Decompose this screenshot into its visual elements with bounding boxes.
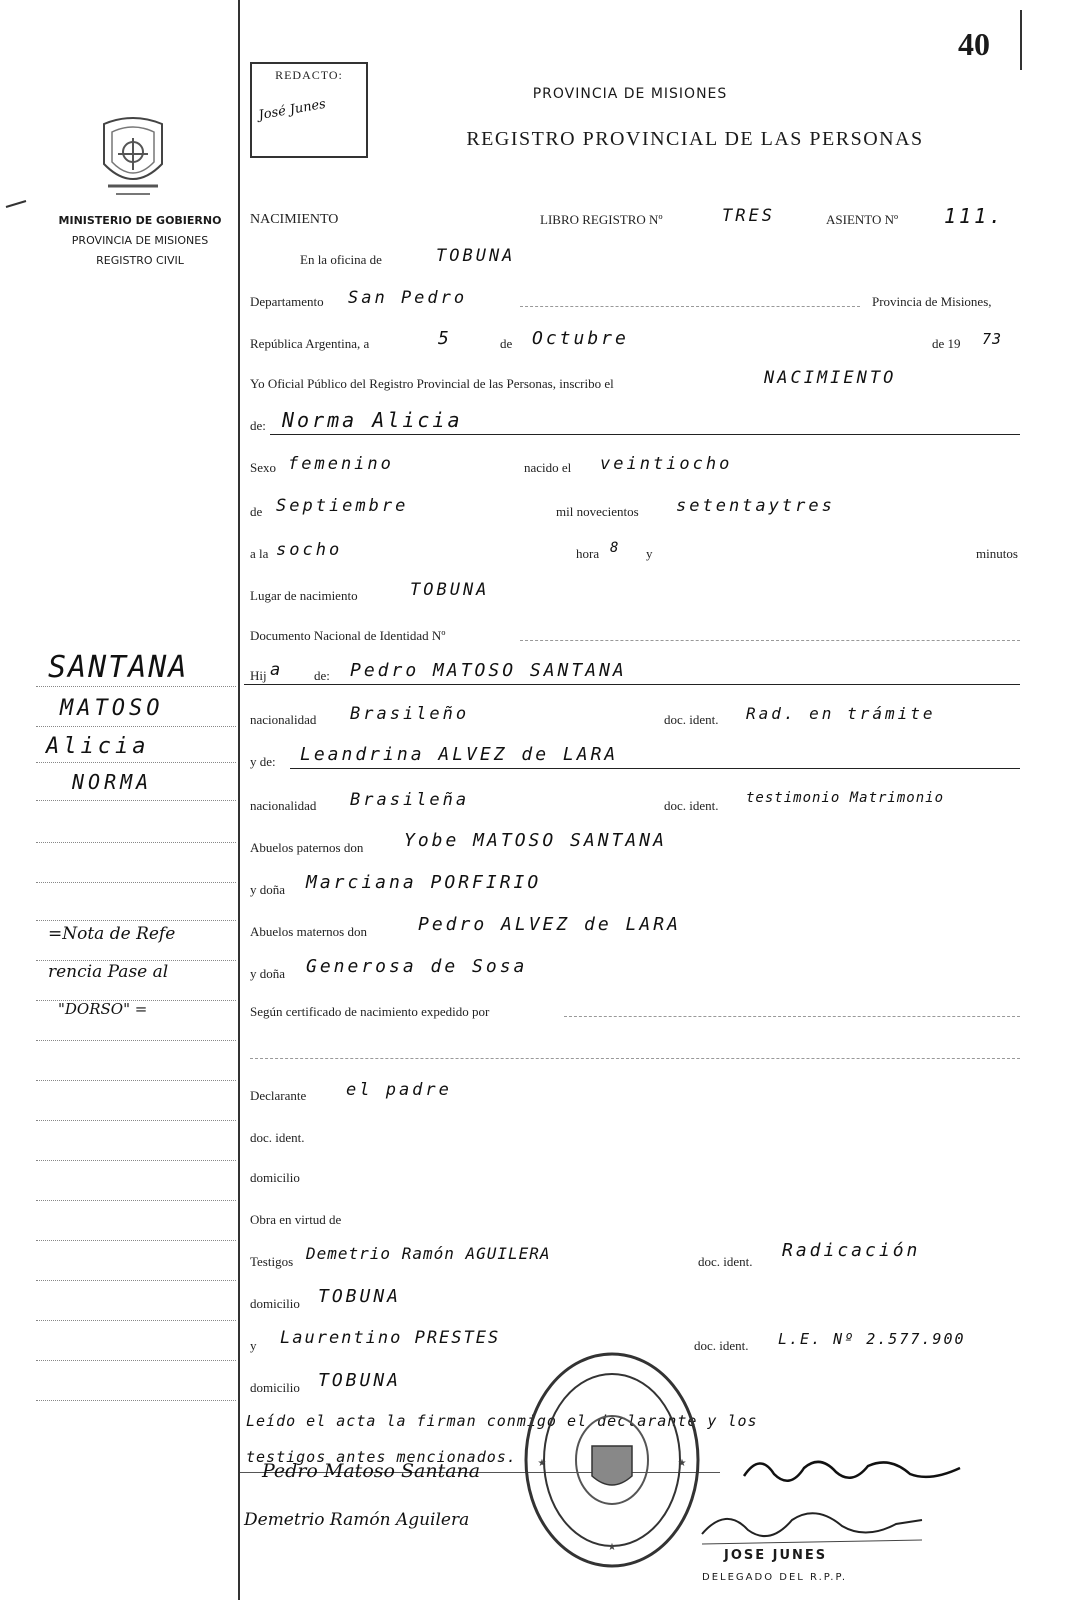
margin-surname2: MATOSO: [60, 696, 164, 721]
nombre-value: Norma Alicia: [282, 408, 463, 432]
segun-dots: [564, 1016, 1020, 1017]
nac-madre-label: nacionalidad: [250, 798, 317, 813]
signature-witness2-icon: [740, 1450, 980, 1495]
provincia-label: Provincia de Misiones,: [872, 294, 992, 309]
domicilio-testigo1-label: domicilio: [250, 1296, 300, 1311]
testigo2-value: Laurentino PRESTES: [280, 1328, 501, 1348]
doc-madre-label: doc. ident.: [664, 798, 719, 813]
abuela-paterna-label: y doña: [250, 882, 286, 897]
lugar-label: Lugar de nacimiento: [250, 588, 358, 603]
nac-madre-value: Brasileña: [350, 790, 470, 810]
doc-testigo2-value: L.E. Nº 2.577.900: [778, 1330, 966, 1348]
domicilio-declarante-label: domicilio: [250, 1170, 300, 1185]
testigos-label: Testigos: [250, 1254, 294, 1269]
sexo-label: Sexo: [250, 460, 276, 475]
coat-of-arms-icon: [96, 112, 170, 207]
anio-label: de 19: [932, 336, 961, 351]
doc-madre-value: testimonio Matrimonio: [746, 790, 945, 806]
padre-rule: [244, 684, 1020, 685]
madre-value: Leandrina ALVEZ de LARA: [300, 744, 619, 765]
anio-value: 73: [982, 330, 1003, 348]
svg-text:★: ★: [537, 1458, 547, 1469]
doc-declarante-label: doc. ident.: [250, 1130, 305, 1145]
abuelos-maternos-value: Pedro ALVEZ de LARA: [418, 914, 681, 935]
ministry-line3: REGISTRO CIVIL: [96, 254, 184, 267]
madre-rule: [290, 768, 1020, 769]
abuela-materna-value: Generosa de Sosa: [306, 956, 528, 977]
domicilio-testigo2-label: domicilio: [250, 1380, 300, 1395]
edge-mark: [1020, 10, 1022, 70]
official-name: JOSE JUNES: [724, 1548, 828, 1563]
page-number: 40: [958, 26, 990, 62]
y-label: y: [646, 546, 653, 561]
de-mes-label: de: [500, 336, 513, 351]
margin-surname1: SANTANA: [48, 650, 189, 685]
segun-dots-2: [250, 1058, 1020, 1059]
declarante-value: el padre: [346, 1080, 452, 1100]
hora-extra-value: 8: [610, 540, 622, 556]
libro-label: LIBRO REGISTRO Nº: [540, 212, 663, 227]
nacido-value: veintiocho: [600, 454, 733, 474]
domicilio-testigo2-value: TOBUNA: [318, 1370, 402, 1391]
abuela-paterna-value: Marciana PORFIRIO: [306, 872, 542, 893]
dia-value: 5: [438, 328, 452, 349]
stray-mark-icon: [4, 196, 28, 204]
margin-note-line1: =Nota de Refe: [48, 924, 176, 944]
header-province: PROVINCIA DE MISIONES: [532, 86, 728, 102]
ministry-line1: MINISTERIO DE GOBIERNO: [58, 214, 222, 227]
doc-testigo1-value: Radicación: [782, 1240, 921, 1261]
act-type-label: NACIMIENTO: [250, 212, 339, 227]
inscribo-value: NACIMIENTO: [764, 368, 897, 388]
ala-label: a la: [250, 546, 269, 561]
dni-dots: [520, 640, 1020, 641]
testigo1-value: Demetrio Ramón AGUILERA: [306, 1244, 551, 1263]
redacto-name: José Junes: [257, 96, 327, 124]
nac-padre-label: nacionalidad: [250, 712, 317, 727]
margin-note-line3: "DORSO" =: [58, 1000, 148, 1018]
libro-value: TRES: [722, 206, 775, 226]
doc-testigo2-label: doc. ident.: [694, 1338, 749, 1353]
margin-rule: [238, 0, 240, 1600]
oficina-value: TOBUNA: [436, 246, 516, 266]
sexo-value: femenino: [288, 454, 394, 474]
padre-value: Pedro MATOSO SANTANA: [350, 660, 627, 681]
abuela-materna-label: y doña: [250, 966, 286, 981]
signature-witness1: Demetrio Ramón Aguilera: [244, 1510, 470, 1530]
margin-note-line2: rencia Pase al: [48, 962, 169, 982]
segun-label: Según certificado de nacimiento expedido por: [250, 1004, 490, 1019]
nombre-rule: [270, 434, 1020, 435]
signature-father: Pedro Matoso Santana: [262, 1460, 481, 1482]
departamento-value: San Pedro: [348, 288, 468, 308]
doc-padre-value: Rad. en trámite: [746, 704, 936, 723]
minutos-label: minutos: [976, 546, 1018, 561]
republica-label: República Argentina, a: [250, 336, 370, 351]
hija-de-label: de:: [314, 668, 330, 683]
mil-label: mil novecientos: [556, 504, 639, 519]
doc-padre-label: doc. ident.: [664, 712, 719, 727]
domicilio-testigo1-value: TOBUNA: [318, 1286, 402, 1307]
departamento-dots: [520, 306, 860, 307]
margin-name2: NORMA: [72, 770, 153, 794]
madre-label: y de:: [250, 754, 276, 769]
nac-de-label: de: [250, 504, 263, 519]
svg-text:★: ★: [607, 1542, 617, 1553]
mes-value: Octubre: [532, 328, 629, 349]
official-title: DELEGADO DEL R.P.P.: [702, 1572, 848, 1583]
mil-value: setentaytres: [676, 496, 835, 516]
hora-value: socho: [276, 540, 343, 560]
leido-line1: Leído el acta la firman conmigo el declarante y los: [246, 1412, 758, 1430]
testigo2-y-label: y: [250, 1338, 257, 1353]
abuelos-paternos-label: Abuelos paternos don: [250, 840, 364, 855]
abuelos-maternos-label: Abuelos maternos don: [250, 924, 367, 939]
nac-mes-value: Septiembre: [276, 496, 409, 516]
leido-line2: testigos antes mencionados.: [246, 1448, 517, 1466]
oficial-label: Yo Oficial Público del Registro Provincial de las Personas, inscribo el: [250, 376, 614, 391]
svg-text:★: ★: [677, 1458, 687, 1469]
header-registry: REGISTRO PROVINCIAL DE LAS PERSONAS: [466, 128, 924, 150]
oficina-label: En la oficina de: [300, 252, 382, 267]
signature-official-icon: [696, 1500, 926, 1555]
hija-suffix: a: [270, 660, 281, 680]
departamento-label: Departamento: [250, 294, 324, 309]
official-seal-icon: [522, 1350, 702, 1575]
nacido-label: nacido el: [524, 460, 572, 475]
obra-label: Obra en virtud de: [250, 1212, 342, 1227]
redacto-box: [250, 62, 368, 158]
asiento-label: ASIENTO Nº: [826, 212, 899, 227]
doc-testigo1-label: doc. ident.: [698, 1254, 753, 1269]
hija-label: Hij: [250, 668, 267, 683]
hora-label: hora: [576, 546, 600, 561]
dni-label: Documento Nacional de Identidad Nº: [250, 628, 446, 643]
redacto-label: REDACTO:: [275, 68, 343, 82]
nac-padre-value: Brasileño: [350, 704, 470, 724]
declarante-label: Declarante: [250, 1088, 307, 1103]
ministry-line2: PROVINCIA DE MISIONES: [71, 234, 209, 247]
nombre-label: de:: [250, 418, 266, 433]
lugar-value: TOBUNA: [410, 580, 490, 600]
margin-name1: Alicia: [46, 734, 150, 759]
abuelos-paternos-value: Yobe MATOSO SANTANA: [404, 830, 667, 851]
asiento-value: 111.: [944, 204, 1005, 228]
